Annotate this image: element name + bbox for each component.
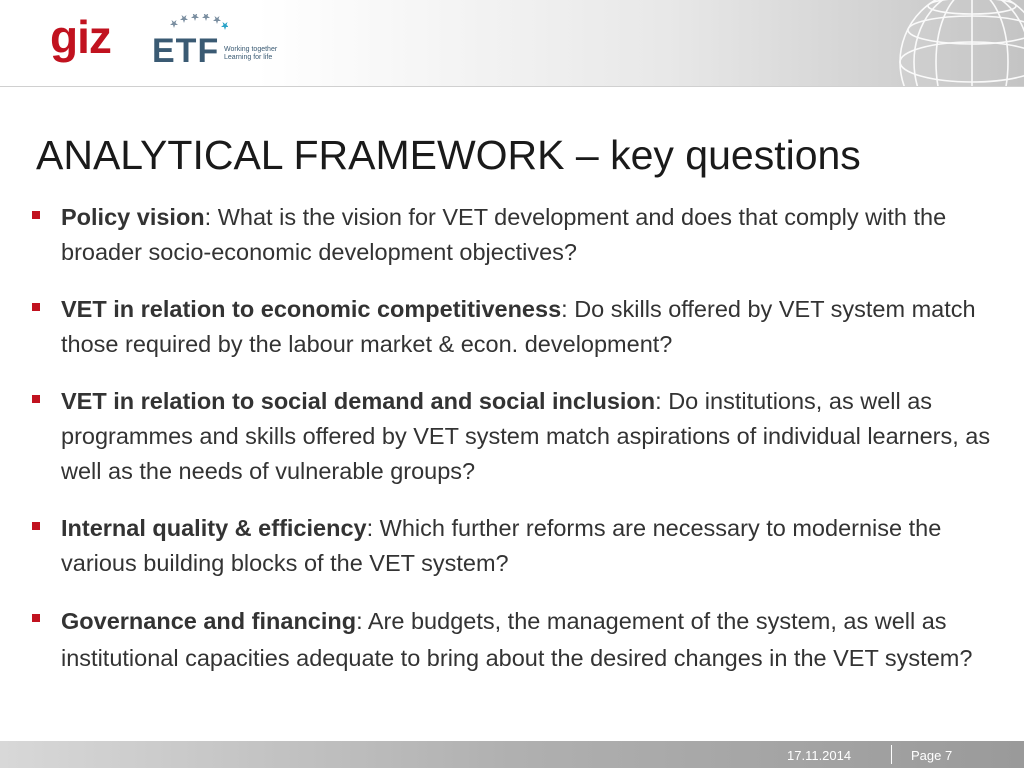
- bullet-text: : Do institutions, as well as programmes and skills offered by VET system match aspirations of individual learners, as well as the needs of vulnerable groups?: [61, 388, 991, 484]
- bullet-square-icon: [32, 211, 40, 219]
- bullet-heading: Internal quality & efficiency: [61, 515, 367, 541]
- slide-title: ANALYTICAL FRAMEWORK – key questions: [36, 132, 861, 178]
- bullet-heading: Governance and financing: [61, 608, 357, 634]
- header-divider: [0, 86, 1024, 87]
- bullet-square-icon: [32, 614, 40, 622]
- bullet-text: : Do skills offered by VET system match those required by the labour market & econ. development?: [61, 296, 976, 357]
- bullet-heading: VET in relation to economic competitiveness: [61, 296, 562, 322]
- bullet-heading: Policy vision: [61, 204, 205, 230]
- bullet-heading: VET in relation to social demand and social inclusion: [61, 388, 656, 414]
- bullet-text: : Which further reforms are necessary to modernise the various building blocks of the VET system?: [61, 515, 942, 576]
- bullet-square-icon: [32, 303, 40, 311]
- list-item: [32, 200, 1012, 270]
- list-item: [32, 292, 1012, 362]
- bullet-text: : Are budgets, the management of the system, as well as institutional capacities adequate to bring about the desired changes in the VET system?: [61, 608, 973, 671]
- page-number: Page 7: [911, 748, 953, 763]
- eu-stars-icon: [168, 14, 228, 34]
- slide-footer: [0, 741, 1024, 768]
- list-item: [32, 511, 1012, 581]
- globe-icon: [892, 0, 1024, 86]
- slide-header: [0, 0, 1024, 86]
- key-questions-list: [32, 200, 1012, 699]
- giz-logo: giz: [50, 11, 111, 63]
- footer-divider: [891, 745, 892, 764]
- footer-date: 17.11.2014: [787, 748, 852, 763]
- list-item: [32, 384, 1012, 489]
- etf-logo: ETF Working together Learning for life: [152, 14, 272, 74]
- bullet-text: : What is the vision for VET development and does that comply with the broader socio-economic development objectives?: [61, 204, 947, 265]
- list-item: [32, 603, 1012, 677]
- bullet-square-icon: [32, 522, 40, 530]
- bullet-square-icon: [32, 395, 40, 403]
